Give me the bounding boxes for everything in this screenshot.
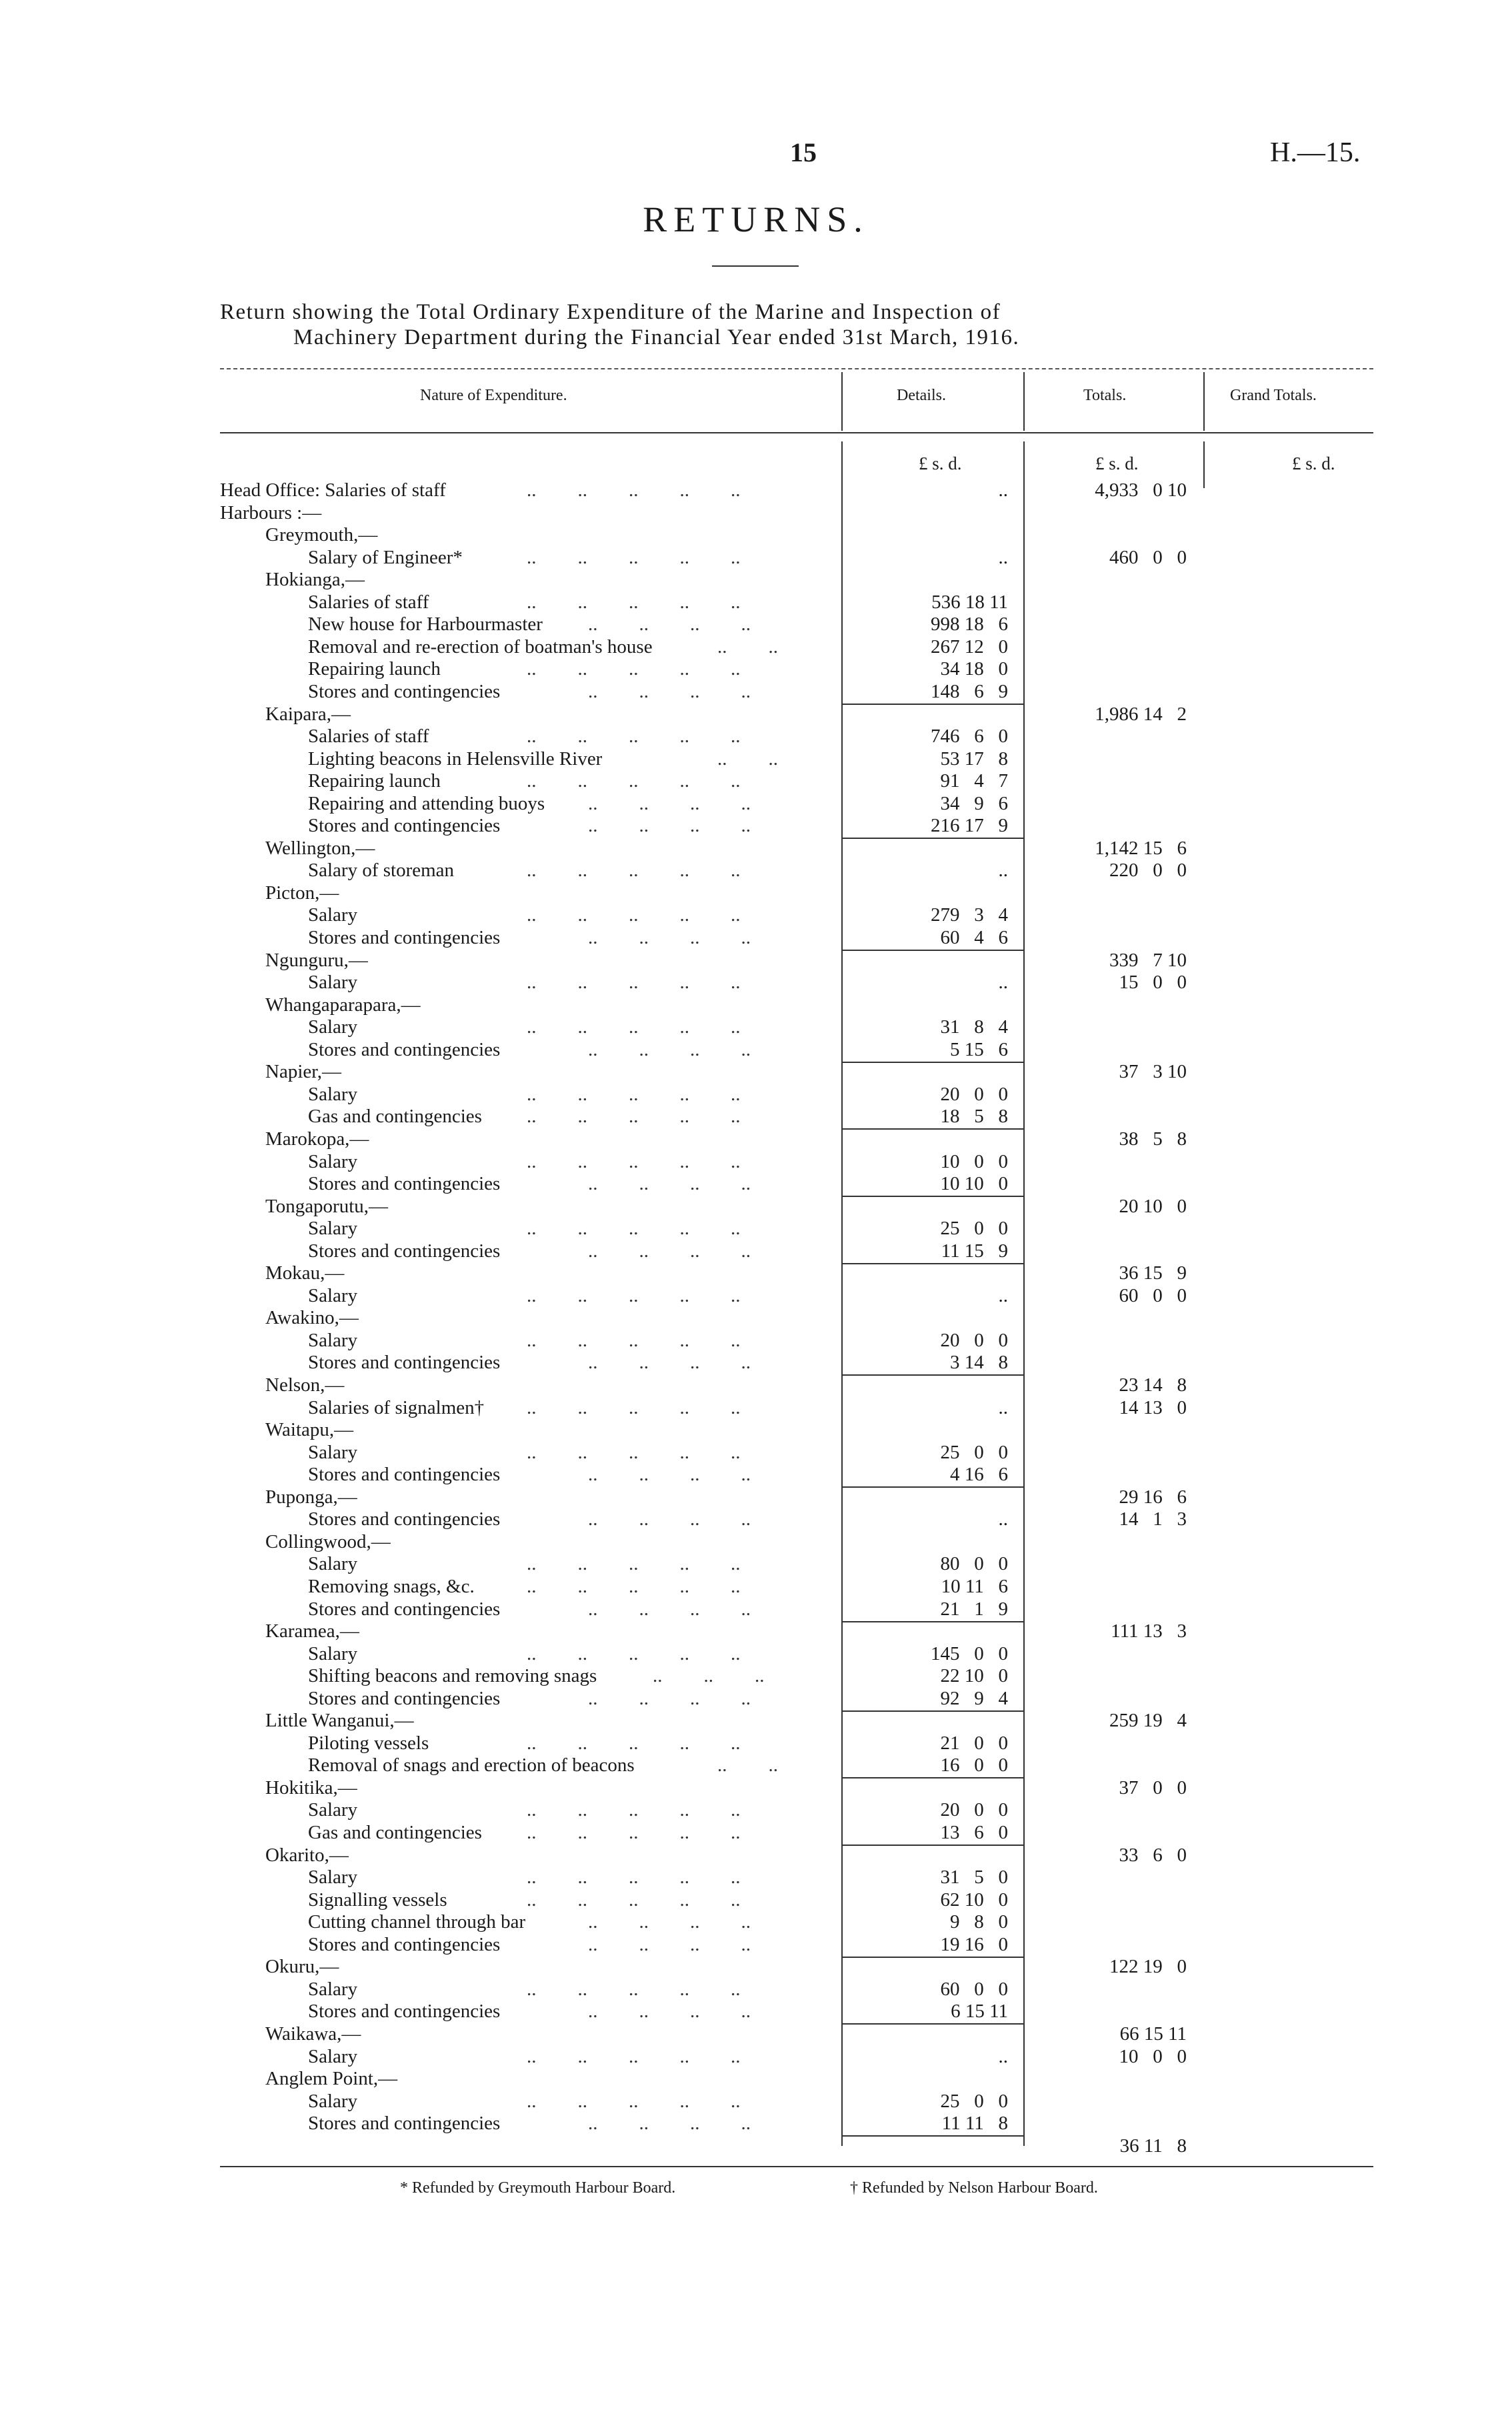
table-row bbox=[0, 1016, 1512, 1038]
item-label: Gas and contingencies bbox=[308, 1106, 482, 1127]
detail-amount: .. bbox=[998, 1508, 1008, 1530]
leader-dots: .. .. .. .. .. bbox=[527, 1084, 741, 1105]
harbour-label: Waitapu,— bbox=[265, 1419, 354, 1440]
detail-amount: 267 12 0 bbox=[931, 636, 1008, 658]
document-reference: H.—15. bbox=[1270, 137, 1361, 168]
harbour-label: Karamea,— bbox=[265, 1620, 359, 1642]
total-amount: 4,933 0 10 bbox=[1095, 479, 1187, 501]
detail-amount: 19 16 0 bbox=[940, 1934, 1008, 1955]
detail-amount: 13 6 0 bbox=[940, 1822, 1008, 1843]
item-label: Salary bbox=[308, 1979, 358, 2000]
detail-amount: .. bbox=[998, 547, 1008, 568]
total-amount: 14 1 3 bbox=[1119, 1508, 1187, 1530]
item-label: Stores and contingencies bbox=[308, 927, 501, 948]
table-row bbox=[0, 1866, 1512, 1889]
detail-amount: 34 9 6 bbox=[940, 793, 1008, 814]
leader-dots: .. .. .. .. .. bbox=[527, 2091, 741, 2112]
heading-rule bbox=[712, 265, 799, 267]
leader-dots: .. .. .. .. .. bbox=[527, 1643, 741, 1664]
item-label: Stores and contingencies bbox=[308, 1173, 501, 1194]
table-row bbox=[0, 2090, 1512, 2113]
table-row bbox=[0, 1195, 1512, 1218]
table-row bbox=[0, 1038, 1512, 1061]
table-row bbox=[0, 1889, 1512, 1911]
table-row bbox=[0, 1284, 1512, 1307]
units-details: £ s. d. bbox=[919, 453, 962, 473]
detail-amount: 10 0 0 bbox=[940, 1151, 1008, 1172]
item-label: Salaries of staff bbox=[308, 726, 429, 747]
table-row bbox=[0, 1172, 1512, 1195]
leader-dots: .. .. .. .. .. bbox=[527, 972, 741, 993]
detail-amount: 20 0 0 bbox=[940, 1084, 1008, 1105]
table-row bbox=[0, 680, 1512, 703]
table-row bbox=[0, 814, 1512, 837]
column-divider bbox=[841, 372, 843, 431]
detail-amount: 60 0 0 bbox=[940, 1979, 1008, 2000]
total-amount: 122 19 0 bbox=[1109, 1956, 1187, 1977]
item-label: Stores and contingencies bbox=[308, 1240, 501, 1262]
item-label: Removing snags, &c. bbox=[308, 1576, 475, 1597]
leader-dots: .. .. .. .. .. bbox=[527, 1889, 741, 1911]
total-amount: 36 11 8 bbox=[1119, 2135, 1187, 2157]
harbour-label: Waikawa,— bbox=[265, 2023, 361, 2045]
item-label: Cutting channel through bar bbox=[308, 1911, 526, 1933]
detail-amount: 11 15 9 bbox=[941, 1240, 1008, 1262]
table-row bbox=[0, 2000, 1512, 2023]
item-label: Stores and contingencies bbox=[308, 1598, 501, 1620]
leader-dots: .. .. .. .. bbox=[588, 2001, 751, 2022]
item-label: Repairing launch bbox=[308, 658, 441, 680]
detail-amount: .. bbox=[998, 479, 1008, 501]
leader-dots: .. .. .. .. .. bbox=[527, 1799, 741, 1821]
table-row bbox=[0, 1732, 1512, 1754]
table-row bbox=[0, 1486, 1512, 1508]
table-row bbox=[0, 1306, 1512, 1329]
footnote-nelson: † Refunded by Nelson Harbour Board. bbox=[850, 2179, 1098, 2197]
total-amount: 37 3 10 bbox=[1119, 1061, 1187, 1082]
total-amount: 220 0 0 bbox=[1109, 860, 1187, 881]
table-row bbox=[0, 523, 1512, 546]
harbour-label: Ngunguru,— bbox=[265, 950, 368, 971]
detail-amount: 6 15 11 bbox=[951, 2001, 1008, 2022]
table-row bbox=[0, 994, 1512, 1016]
harbour-label: Hokianga,— bbox=[265, 569, 365, 590]
item-label: Stores and contingencies bbox=[308, 1508, 501, 1530]
table-row bbox=[0, 1754, 1512, 1776]
page-number: 15 bbox=[790, 137, 817, 167]
item-label: Removal of snags and erection of beacons bbox=[308, 1754, 635, 1776]
detail-amount: 34 18 0 bbox=[940, 658, 1008, 680]
total-amount: 111 13 3 bbox=[1111, 1620, 1187, 1642]
total-amount: 1,986 14 2 bbox=[1095, 704, 1187, 725]
detail-amount: 25 0 0 bbox=[940, 2091, 1008, 2112]
table-row bbox=[0, 2135, 1512, 2157]
detail-amount: 5 15 6 bbox=[950, 1039, 1008, 1060]
detail-amount: 25 0 0 bbox=[940, 1218, 1008, 1239]
leader-dots: .. .. .. .. .. bbox=[527, 1285, 741, 1306]
table-row bbox=[0, 2045, 1512, 2068]
item-label: Salary bbox=[308, 1442, 358, 1463]
item-label: Salary of storeman bbox=[308, 860, 455, 881]
detail-amount: 998 18 6 bbox=[931, 614, 1008, 635]
table-row bbox=[0, 546, 1512, 569]
item-label: Salary bbox=[308, 2091, 358, 2112]
item-label: Salary bbox=[308, 1016, 358, 1038]
total-amount: 14 13 0 bbox=[1119, 1397, 1187, 1418]
table-row bbox=[0, 479, 1512, 501]
item-label: Repairing launch bbox=[308, 770, 441, 792]
detail-amount: 216 17 9 bbox=[931, 815, 1008, 836]
table-row bbox=[0, 658, 1512, 680]
units-grand-totals: £ s. d. bbox=[1292, 453, 1335, 473]
leader-dots: .. .. .. .. .. bbox=[527, 658, 741, 680]
item-label: Salary bbox=[308, 1643, 358, 1664]
leader-dots: .. .. .. .. .. bbox=[527, 1330, 741, 1351]
table-row bbox=[0, 2023, 1512, 2045]
item-label: Lighting beacons in Helensville River bbox=[308, 748, 603, 770]
item-label: Removal and re-erection of boatman's house bbox=[308, 636, 653, 658]
leader-dots: .. .. bbox=[717, 748, 778, 770]
item-label: Repairing and attending buoys bbox=[308, 793, 545, 814]
total-amount: 20 10 0 bbox=[1119, 1196, 1187, 1217]
table-row bbox=[0, 1821, 1512, 1844]
harbour-label: Okarito,— bbox=[265, 1845, 349, 1866]
harbour-label: Nelson,— bbox=[265, 1374, 345, 1396]
item-label: Stores and contingencies bbox=[308, 2113, 501, 2134]
harbour-label: Picton,— bbox=[265, 882, 339, 904]
total-amount: 1,142 15 6 bbox=[1095, 838, 1187, 859]
harbour-label: Greymouth,— bbox=[265, 524, 378, 545]
column-divider bbox=[1023, 372, 1025, 431]
table-row bbox=[0, 1978, 1512, 2001]
table-row bbox=[0, 1463, 1512, 1486]
harbour-label: Kaipara,— bbox=[265, 704, 351, 725]
detail-amount: 18 5 8 bbox=[940, 1106, 1008, 1127]
harbour-label: Whangaparapara,— bbox=[265, 994, 421, 1016]
table-title-line-1: Return showing the Total Ordinary Expenditure of the Marine and Inspection of bbox=[220, 300, 1001, 324]
item-label: Salary bbox=[308, 1330, 358, 1351]
detail-amount: 4 16 6 bbox=[950, 1464, 1008, 1485]
detail-amount: .. bbox=[998, 2046, 1008, 2067]
total-amount: 36 15 9 bbox=[1119, 1262, 1187, 1284]
harbour-label: Collingwood,— bbox=[265, 1531, 391, 1552]
table-row bbox=[0, 1060, 1512, 1083]
leader-dots: .. .. bbox=[717, 1754, 778, 1776]
harbour-label: Hokitika,— bbox=[265, 1777, 357, 1798]
leader-dots: .. .. .. .. .. bbox=[527, 860, 741, 881]
table-row bbox=[0, 1262, 1512, 1284]
detail-amount: 20 0 0 bbox=[940, 1330, 1008, 1351]
table-row bbox=[0, 1418, 1512, 1441]
total-amount: 259 19 4 bbox=[1109, 1710, 1187, 1731]
item-label: Stores and contingencies bbox=[308, 1352, 501, 1373]
leader-dots: .. .. .. .. bbox=[588, 1934, 751, 1955]
detail-amount: .. bbox=[998, 1285, 1008, 1306]
table-row bbox=[0, 1844, 1512, 1867]
table-row bbox=[0, 613, 1512, 636]
table-row bbox=[0, 882, 1512, 904]
detail-amount: 10 10 0 bbox=[940, 1173, 1008, 1194]
detail-amount: 25 0 0 bbox=[940, 1442, 1008, 1463]
table-row bbox=[0, 703, 1512, 726]
detail-amount: 92 9 4 bbox=[940, 1688, 1008, 1709]
leader-dots: .. .. .. .. bbox=[588, 681, 751, 702]
total-amount: 15 0 0 bbox=[1119, 972, 1187, 993]
leader-dots: .. .. .. .. .. bbox=[527, 1867, 741, 1888]
leader-dots: .. .. .. .. bbox=[588, 815, 751, 836]
leader-dots: .. .. .. .. .. bbox=[527, 1106, 741, 1127]
leader-dots: .. .. .. .. .. bbox=[527, 1016, 741, 1038]
table-row bbox=[0, 1105, 1512, 1128]
column-header-nature: Nature of Expenditure. bbox=[420, 387, 567, 404]
table-row bbox=[0, 1351, 1512, 1374]
leader-dots: .. .. .. .. .. bbox=[527, 547, 741, 568]
leader-dots: .. .. .. .. .. bbox=[527, 726, 741, 747]
detail-amount: 279 3 4 bbox=[931, 904, 1008, 926]
detail-amount: 53 17 8 bbox=[940, 748, 1008, 770]
column-header-totals: Totals. bbox=[1083, 387, 1127, 404]
leader-dots: .. .. .. .. .. bbox=[527, 2046, 741, 2067]
harbour-label: Okuru,— bbox=[265, 1956, 339, 1977]
item-label: Salaries of signalmen† bbox=[308, 1397, 485, 1418]
item-label: Salary bbox=[308, 1867, 358, 1888]
table-row bbox=[0, 1530, 1512, 1553]
table-title-line-2: Machinery Department during the Financial Year ended 31st March, 1916. bbox=[293, 325, 1020, 349]
table-row bbox=[0, 971, 1512, 994]
leader-dots: .. .. .. .. bbox=[588, 1173, 751, 1194]
detail-amount: 31 8 4 bbox=[940, 1016, 1008, 1038]
leader-dots: .. .. .. .. bbox=[588, 793, 751, 814]
table-row bbox=[0, 1150, 1512, 1173]
table-row bbox=[0, 591, 1512, 614]
table-row bbox=[0, 1396, 1512, 1419]
total-amount: 37 0 0 bbox=[1119, 1777, 1187, 1798]
table-row bbox=[0, 837, 1512, 860]
column-header-grand-totals: Grand Totals. bbox=[1230, 387, 1317, 404]
leader-dots: .. .. .. .. .. bbox=[527, 1442, 741, 1463]
table-row bbox=[0, 770, 1512, 792]
detail-amount: .. bbox=[998, 860, 1008, 881]
table-row bbox=[0, 725, 1512, 748]
table-row bbox=[0, 1552, 1512, 1575]
footnote-greymouth: * Refunded by Greymouth Harbour Board. bbox=[400, 2179, 676, 2197]
leader-dots: .. .. .. .. bbox=[588, 1598, 751, 1620]
leader-dots: .. .. .. .. .. bbox=[527, 1151, 741, 1172]
detail-amount: 11 11 8 bbox=[941, 2113, 1008, 2134]
detail-amount: 746 6 0 bbox=[931, 726, 1008, 747]
item-label: Salary bbox=[308, 1799, 358, 1821]
table-row bbox=[0, 904, 1512, 926]
detail-amount: 145 0 0 bbox=[931, 1643, 1008, 1664]
leader-dots: .. .. .. .. .. bbox=[527, 1732, 741, 1754]
item-label: Stores and contingencies bbox=[308, 1039, 501, 1060]
table-row bbox=[0, 1709, 1512, 1732]
item-label: Salary bbox=[308, 1084, 358, 1105]
item-label: Stores and contingencies bbox=[308, 815, 501, 836]
item-label: Salary bbox=[308, 904, 358, 926]
table-row bbox=[0, 568, 1512, 591]
table-row bbox=[0, 1598, 1512, 1620]
leader-dots: .. .. .. .. bbox=[588, 1352, 751, 1373]
table-row bbox=[0, 1217, 1512, 1240]
table-row bbox=[0, 2112, 1512, 2135]
detail-amount: 536 18 11 bbox=[931, 591, 1008, 613]
table-row bbox=[0, 926, 1512, 949]
detail-amount: 9 8 0 bbox=[950, 1911, 1008, 1933]
total-amount: 29 16 6 bbox=[1119, 1486, 1187, 1508]
harbour-label: Mokau,— bbox=[265, 1262, 345, 1284]
leader-dots: .. .. bbox=[717, 636, 778, 658]
leader-dots: .. .. .. .. .. bbox=[527, 1576, 741, 1597]
item-label: Salary bbox=[308, 1151, 358, 1172]
leader-dots: .. .. .. .. bbox=[588, 614, 751, 635]
harbour-label: Anglem Point,— bbox=[265, 2068, 398, 2089]
leader-dots: .. .. .. .. .. bbox=[527, 479, 741, 501]
table-row bbox=[0, 1955, 1512, 1978]
section-heading: RETURNS. bbox=[643, 199, 869, 239]
total-amount: 66 15 11 bbox=[1119, 2023, 1187, 2045]
item-label: Stores and contingencies bbox=[308, 1934, 501, 1955]
harbour-label: Napier,— bbox=[265, 1061, 341, 1082]
table-row bbox=[0, 1441, 1512, 1464]
detail-amount: 16 0 0 bbox=[940, 1754, 1008, 1776]
total-amount: 33 6 0 bbox=[1119, 1845, 1187, 1866]
table-row bbox=[0, 1687, 1512, 1710]
detail-amount: 148 6 9 bbox=[931, 681, 1008, 702]
item-label: Stores and contingencies bbox=[308, 1464, 501, 1485]
item-label: Salary of Engineer* bbox=[308, 547, 463, 568]
item-label: Salary bbox=[308, 1553, 358, 1574]
harbour-label: Wellington,— bbox=[265, 838, 375, 859]
section-label: Harbours :— bbox=[220, 502, 322, 523]
detail-amount: 31 5 0 bbox=[940, 1867, 1008, 1888]
detail-amount: .. bbox=[998, 1397, 1008, 1418]
leader-dots: .. .. .. .. .. bbox=[527, 1218, 741, 1239]
table-row bbox=[0, 1374, 1512, 1396]
harbour-label: Puponga,— bbox=[265, 1486, 357, 1508]
table-row bbox=[0, 1911, 1512, 1933]
harbour-label: Awakino,— bbox=[265, 1307, 359, 1328]
table-row bbox=[0, 636, 1512, 658]
table-row bbox=[0, 501, 1512, 524]
harbour-label: Tongaporutu,— bbox=[265, 1196, 389, 1217]
item-label: Salary bbox=[308, 1285, 358, 1306]
item-label: Piloting vessels bbox=[308, 1732, 429, 1754]
leader-dots: .. .. .. bbox=[653, 1665, 765, 1686]
leader-dots: .. .. .. .. .. bbox=[527, 1553, 741, 1574]
table-top-rule bbox=[220, 368, 1373, 369]
total-amount: 10 0 0 bbox=[1119, 2046, 1187, 2067]
detail-amount: 60 4 6 bbox=[940, 927, 1008, 948]
table-row bbox=[0, 1642, 1512, 1665]
detail-amount: 80 0 0 bbox=[940, 1553, 1008, 1574]
item-label: Salary bbox=[308, 972, 358, 993]
item-label: Signalling vessels bbox=[308, 1889, 447, 1911]
detail-amount: 91 4 7 bbox=[940, 770, 1008, 792]
leader-dots: .. .. .. .. bbox=[588, 1240, 751, 1262]
table-row bbox=[0, 2067, 1512, 2090]
units-totals: £ s. d. bbox=[1095, 453, 1139, 473]
total-amount: 38 5 8 bbox=[1119, 1128, 1187, 1150]
leader-dots: .. .. .. .. bbox=[588, 1464, 751, 1485]
detail-amount: 20 0 0 bbox=[940, 1799, 1008, 1821]
item-label: New house for Harbourmaster bbox=[308, 614, 543, 635]
table-row bbox=[0, 792, 1512, 815]
detail-amount: 22 10 0 bbox=[940, 1665, 1008, 1686]
item-label: Stores and contingencies bbox=[308, 2001, 501, 2022]
leader-dots: .. .. .. .. .. bbox=[527, 904, 741, 926]
table-row bbox=[0, 1329, 1512, 1352]
table-row bbox=[0, 1798, 1512, 1821]
table-row bbox=[0, 1508, 1512, 1530]
leader-dots: .. .. .. .. .. bbox=[527, 1397, 741, 1418]
detail-amount: 21 0 0 bbox=[940, 1732, 1008, 1754]
leader-dots: .. .. .. .. bbox=[588, 1911, 751, 1933]
harbour-label: Marokopa,— bbox=[265, 1128, 369, 1150]
table-row bbox=[0, 949, 1512, 972]
detail-amount: 21 1 9 bbox=[940, 1598, 1008, 1620]
table-row bbox=[0, 1776, 1512, 1799]
total-amount: 23 14 8 bbox=[1119, 1374, 1187, 1396]
leader-dots: .. .. .. .. .. bbox=[527, 591, 741, 613]
table-row bbox=[0, 748, 1512, 770]
table-row bbox=[0, 1933, 1512, 1956]
leader-dots: .. .. .. .. .. bbox=[527, 770, 741, 792]
column-header-details: Details. bbox=[897, 387, 946, 404]
item-label: Salary bbox=[308, 1218, 358, 1239]
item-label: Gas and contingencies bbox=[308, 1822, 482, 1843]
detail-amount: 3 14 8 bbox=[950, 1352, 1008, 1373]
table-row bbox=[0, 859, 1512, 882]
table-row bbox=[0, 1128, 1512, 1150]
leader-dots: .. .. .. .. .. bbox=[527, 1822, 741, 1843]
item-label: Salaries of staff bbox=[308, 591, 429, 613]
table-row bbox=[0, 1240, 1512, 1262]
detail-amount: 10 11 6 bbox=[941, 1576, 1008, 1597]
leader-dots: .. .. .. .. .. bbox=[527, 1979, 741, 2000]
leader-dots: .. .. .. .. bbox=[588, 1039, 751, 1060]
table-row bbox=[0, 1083, 1512, 1106]
item-label: Shifting beacons and removing snags bbox=[308, 1665, 597, 1686]
detail-amount: .. bbox=[998, 972, 1008, 993]
table-row bbox=[0, 1620, 1512, 1642]
table-row bbox=[0, 1575, 1512, 1598]
total-amount: 460 0 0 bbox=[1109, 547, 1187, 568]
item-label: Stores and contingencies bbox=[308, 681, 501, 702]
total-amount: 339 7 10 bbox=[1109, 950, 1187, 971]
total-amount: 60 0 0 bbox=[1119, 1285, 1187, 1306]
section-label: Head Office: Salaries of staff bbox=[220, 479, 446, 501]
leader-dots: .. .. .. .. bbox=[588, 927, 751, 948]
leader-dots: .. .. .. .. bbox=[588, 2113, 751, 2134]
harbour-label: Little Wanganui,— bbox=[265, 1710, 414, 1731]
leader-dots: .. .. .. .. bbox=[588, 1688, 751, 1709]
header-bottom-rule bbox=[220, 432, 1373, 433]
detail-amount: 62 10 0 bbox=[940, 1889, 1008, 1911]
leader-dots: .. .. .. .. bbox=[588, 1508, 751, 1530]
column-divider bbox=[1203, 372, 1205, 431]
table-row bbox=[0, 1664, 1512, 1687]
item-label: Stores and contingencies bbox=[308, 1688, 501, 1709]
item-label: Salary bbox=[308, 2046, 358, 2067]
table-bottom-rule bbox=[220, 2166, 1373, 2167]
